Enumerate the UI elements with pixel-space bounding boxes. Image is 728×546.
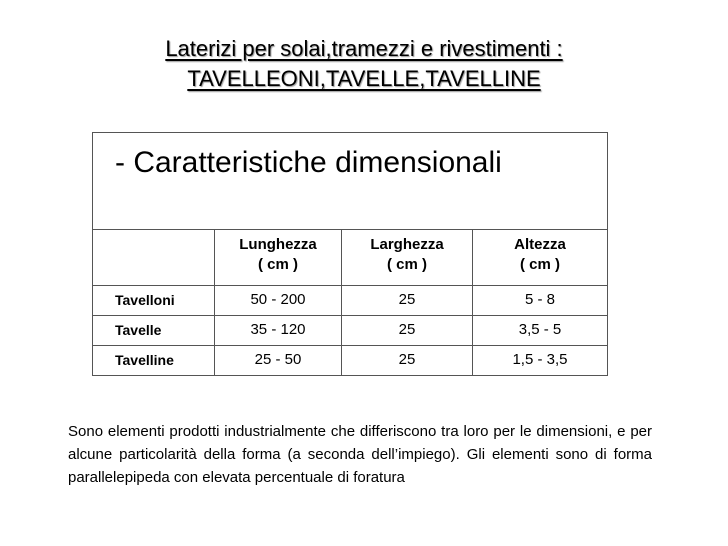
dimensions-table xyxy=(92,132,608,376)
header-larghezza-unit: ( cm ) xyxy=(386,256,427,273)
table-caption-text: - Caratteristiche dimensionali xyxy=(115,146,502,179)
header-lunghezza xyxy=(215,230,342,285)
header-larghezza-label: Larghezza xyxy=(370,236,444,253)
row-name: Tavelle xyxy=(93,316,215,345)
row-larghezza: 25 xyxy=(342,286,473,315)
header-larghezza xyxy=(342,230,473,285)
table-row xyxy=(93,286,607,316)
row-lunghezza: 50 - 200 xyxy=(215,286,342,315)
row-name: Tavelline xyxy=(93,346,215,375)
slide-title xyxy=(0,34,728,94)
title-line-1: Laterizi per solai,tramezzi e rivestimenti : xyxy=(165,36,563,61)
header-lunghezza-label: Lunghezza xyxy=(239,236,317,253)
header-altezza-unit: ( cm ) xyxy=(519,256,560,273)
row-larghezza: 25 xyxy=(342,346,473,375)
header-altezza xyxy=(473,230,607,285)
row-name: Tavelloni xyxy=(93,286,215,315)
row-altezza: 3,5 - 5 xyxy=(518,321,562,338)
table-row xyxy=(93,346,607,375)
header-empty-cell xyxy=(93,230,215,285)
title-line-2: TAVELLEONI,TAVELLE,TAVELLINE xyxy=(187,66,541,91)
row-lunghezza: 25 - 50 xyxy=(215,346,342,375)
table-row xyxy=(93,316,607,346)
row-altezza: 5 - 8 xyxy=(524,291,555,308)
header-lunghezza-unit: ( cm ) xyxy=(257,256,298,273)
table-caption xyxy=(93,133,607,230)
row-lunghezza: 35 - 120 xyxy=(215,316,342,345)
table-header-row xyxy=(93,230,607,286)
row-larghezza: 25 xyxy=(342,316,473,345)
header-altezza-label: Altezza xyxy=(514,236,566,253)
row-altezza: 1,5 - 3,5 xyxy=(512,351,568,368)
description-paragraph: Sono elementi prodotti industrialmente che differiscono tra loro per le dimensioni, e per alcune particolarità della forma (a seconda dell’impiego). Gli elementi sono di forma parallelepipeda con elevata percentuale di foratura xyxy=(68,423,652,486)
